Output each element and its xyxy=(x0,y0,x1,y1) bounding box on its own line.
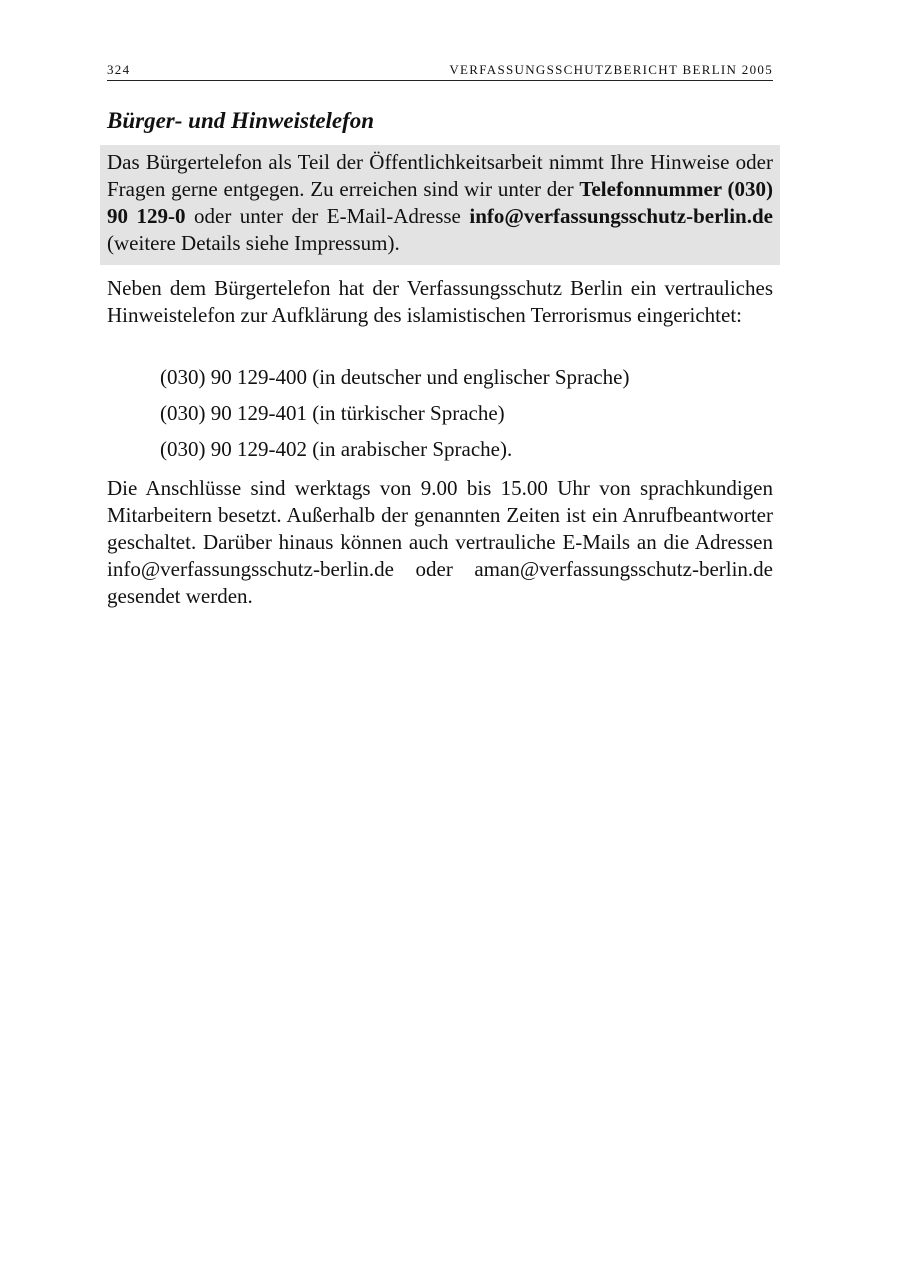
info-box-text-part-2: oder unter der E-Mail-Adresse xyxy=(185,204,470,228)
hotline-number-german-english: (030) 90 129-400 (in deutscher und englischer Sprache) xyxy=(160,365,630,389)
running-title: VERFASSUNGSSCHUTZBERICHT BERLIN 2005 xyxy=(449,62,773,77)
hotline-number-arabic: (030) 90 129-402 (in arabischer Sprache). xyxy=(160,437,513,461)
phone-number: Telefonnummer (030) 90 129-0 xyxy=(107,177,774,228)
hours-paragraph: Die Anschlüsse sind werktags von 9.00 bis 15.00 Uhr von sprachkundigen Mitarbeitern besetzt. Außerhalb der genannten Zeiten ist ein Anrufbeantworter geschaltet. Darüber hinaus können auch vertrauliche E-Mails an die Adressen info@verfassungsschutz-berlin.de oder aman@verfassungsschutz-berlin.de gesendet werden. xyxy=(107,476,773,608)
info-box-text-part-3: (weitere Details siehe Impressum). xyxy=(107,231,400,255)
info-box-text xyxy=(107,149,773,257)
info-box-text-part-1: Das Bürgertelefon als Teil der Öffentlichkeitsarbeit nimmt Ihre Hinweise oder Fragen gerne entgegen. Zu erreichen sind wir unter der xyxy=(107,150,773,201)
running-header xyxy=(107,62,773,81)
intro-paragraph: Neben dem Bürgertelefon hat der Verfassungsschutz Berlin ein vertrauliches Hinweistelefon zur Aufklärung des islamistischen Terrorismus eingerichtet: xyxy=(107,276,773,327)
email-address: info@verfassungsschutz-berlin.de xyxy=(469,204,773,228)
hotline-number-list xyxy=(160,364,629,472)
hotline-info-box xyxy=(100,145,780,265)
section-heading: Bürger- und Hinweistelefon xyxy=(107,108,375,133)
hotline-number-turkish: (030) 90 129-401 (in türkischer Sprache) xyxy=(160,401,505,425)
page-number: 324 xyxy=(107,62,131,77)
